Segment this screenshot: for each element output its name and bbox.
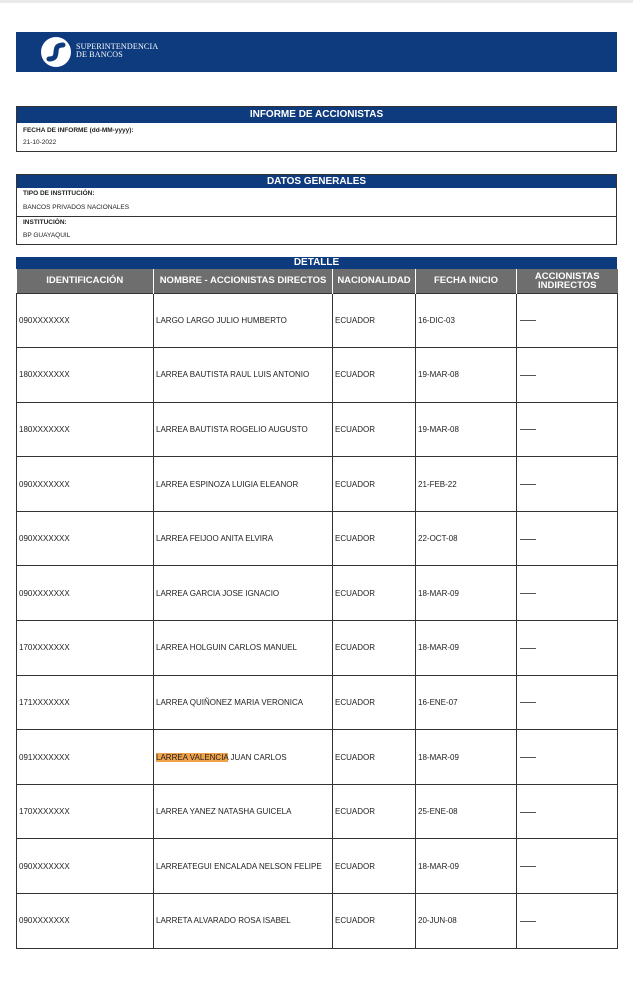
- nombre-text: LARREA BAUTISTA RAUL LUIS ANTONIO: [156, 370, 310, 380]
- nombre-text: JUAN CARLOS: [228, 752, 287, 762]
- informe-title: INFORME DE ACCIONISTAS: [17, 107, 616, 123]
- cell-fecha-inicio: 19-MAR-08: [416, 402, 517, 457]
- cell-identificacion: 180XXXXXXX: [17, 348, 154, 403]
- cell-accionistas-indirectos: [517, 675, 618, 730]
- table-row: [17, 511, 618, 566]
- nombre-text: LARREA YANEZ NATASHA GUICELA: [156, 807, 292, 817]
- empty-value-line: [520, 429, 536, 430]
- cell-identificacion: 171XXXXXXX: [17, 675, 154, 730]
- cell-identificacion: 090XXXXXXX: [17, 566, 154, 621]
- cell-accionistas-indirectos: [517, 566, 618, 621]
- cell-nombre: [154, 621, 333, 676]
- cell-identificacion: 091XXXXXXX: [17, 730, 154, 785]
- header-banner: [16, 32, 617, 72]
- cell-nombre: [154, 730, 333, 785]
- cell-accionistas-indirectos: [517, 730, 618, 785]
- empty-value-line: [520, 648, 536, 649]
- cell-fecha-inicio: 19-MAR-08: [416, 348, 517, 403]
- cell-fecha-inicio: 18-MAR-09: [416, 730, 517, 785]
- institucion-value: BP GUAYAQUIL: [23, 232, 71, 239]
- accionistas-table: [16, 269, 618, 949]
- cell-nombre: [154, 675, 333, 730]
- cell-nombre: [154, 894, 333, 949]
- cell-fecha-inicio: 20-JUN-08: [416, 894, 517, 949]
- table-row: [17, 784, 618, 839]
- cell-nacionalidad: ECUADOR: [333, 511, 416, 566]
- cell-nombre: [154, 293, 333, 348]
- empty-value-line: [520, 921, 536, 922]
- cell-nombre: [154, 566, 333, 621]
- nombre-text: LARREA ESPINOZA LUIGIA ELEANOR: [156, 479, 299, 489]
- table-row: [17, 348, 618, 403]
- cell-nombre: [154, 511, 333, 566]
- superintendencia-logo: [40, 36, 72, 68]
- table-row: [17, 293, 618, 348]
- nombre-text: LARREA BAUTISTA ROGELIO AUGUSTO: [156, 424, 308, 434]
- cell-accionistas-indirectos: [517, 784, 618, 839]
- cell-identificacion: 090XXXXXXX: [17, 293, 154, 348]
- logo-line-2: DE BANCOS: [76, 50, 123, 59]
- nombre-text: LARREA GARCIA JOSE IGNACIO: [156, 588, 280, 598]
- cell-nacionalidad: ECUADOR: [333, 293, 416, 348]
- top-divider: [0, 0, 633, 3]
- cell-fecha-inicio: 16-DIC-03: [416, 293, 517, 348]
- logo-line-1: SUPERINTENDENCIA: [76, 42, 159, 51]
- empty-value-line: [520, 539, 536, 540]
- table-row: [17, 675, 618, 730]
- cell-nacionalidad: ECUADOR: [333, 348, 416, 403]
- cell-nacionalidad: ECUADOR: [333, 621, 416, 676]
- cell-nacionalidad: ECUADOR: [333, 566, 416, 621]
- empty-value-line: [520, 757, 536, 758]
- table-row: [17, 730, 618, 785]
- fecha-informe-value: 21-10-2022: [23, 139, 57, 146]
- cell-fecha-inicio: 21-FEB-22: [416, 457, 517, 512]
- nombre-text: LARREA QUIÑONEZ MARIA VERONICA: [156, 697, 304, 707]
- detalle-section: [16, 257, 617, 949]
- col-header-nombre: NOMBRE - ACCIONISTAS DIRECTOS: [154, 269, 333, 293]
- datos-generales-section: [16, 174, 617, 245]
- cell-accionistas-indirectos: [517, 621, 618, 676]
- col-header-identificacion: IDENTIFICACIÓN: [17, 269, 154, 293]
- empty-value-line: [520, 484, 536, 485]
- cell-fecha-inicio: 18-MAR-09: [416, 566, 517, 621]
- fecha-informe-label: FECHA DE INFORME (dd-MM-yyyy):: [23, 127, 134, 134]
- nombre-text: LARRETA ALVARADO ROSA ISABEL: [156, 916, 291, 926]
- cell-accionistas-indirectos: [517, 402, 618, 457]
- cell-identificacion: 170XXXXXXX: [17, 784, 154, 839]
- col-header-accionistas-indirectos: ACCIONISTAS INDIRECTOS: [517, 269, 618, 293]
- table-row: [17, 839, 618, 894]
- col-header-fecha-inicio: FECHA INICIO: [416, 269, 517, 293]
- empty-value-line: [520, 375, 536, 376]
- cell-identificacion: 170XXXXXXX: [17, 621, 154, 676]
- empty-value-line: [520, 702, 536, 703]
- col-header-nacionalidad: NACIONALIDAD: [333, 269, 416, 293]
- table-row: [17, 621, 618, 676]
- highlighted-text: LARREA VALENCIA: [156, 752, 229, 762]
- cell-accionistas-indirectos: [517, 348, 618, 403]
- cell-nacionalidad: ECUADOR: [333, 784, 416, 839]
- cell-accionistas-indirectos: [517, 839, 618, 894]
- tipo-institucion-value: BANCOS PRIVADOS NACIONALES: [23, 204, 130, 211]
- cell-accionistas-indirectos: [517, 293, 618, 348]
- institucion-label: INSTITUCIÓN:: [17, 216, 616, 230]
- empty-value-line: [520, 812, 536, 813]
- cell-nacionalidad: ECUADOR: [333, 839, 416, 894]
- table-row: [17, 402, 618, 457]
- nombre-text: LARREA FEIJOO ANITA ELVIRA: [156, 534, 274, 544]
- table-row: [17, 894, 618, 949]
- cell-nacionalidad: ECUADOR: [333, 457, 416, 512]
- cell-nombre: [154, 348, 333, 403]
- cell-accionistas-indirectos: [517, 457, 618, 512]
- informe-section: [16, 106, 617, 152]
- cell-nacionalidad: ECUADOR: [333, 730, 416, 785]
- detalle-title: DETALLE: [16, 257, 617, 269]
- cell-nacionalidad: ECUADOR: [333, 402, 416, 457]
- cell-fecha-inicio: 22-OCT-08: [416, 511, 517, 566]
- cell-accionistas-indirectos: [517, 894, 618, 949]
- empty-value-line: [520, 866, 536, 867]
- cell-fecha-inicio: 18-MAR-09: [416, 621, 517, 676]
- nombre-text: LARREA HOLGUIN CARLOS MANUEL: [156, 643, 297, 653]
- cell-identificacion: 090XXXXXXX: [17, 894, 154, 949]
- nombre-text: LARGO LARGO JULIO HUMBERTO: [156, 315, 287, 325]
- nombre-text: LARREATEGUI ENCALADA NELSON FELIPE: [156, 861, 322, 871]
- cell-nombre: [154, 402, 333, 457]
- cell-fecha-inicio: 18-MAR-09: [416, 839, 517, 894]
- cell-fecha-inicio: 25-ENE-08: [416, 784, 517, 839]
- cell-identificacion: 090XXXXXXX: [17, 839, 154, 894]
- cell-identificacion: 180XXXXXXX: [17, 402, 154, 457]
- cell-nacionalidad: ECUADOR: [333, 675, 416, 730]
- tipo-institucion-label: TIPO DE INSTITUCIÓN:: [23, 190, 95, 197]
- cell-identificacion: 090XXXXXXX: [17, 511, 154, 566]
- cell-nombre: [154, 839, 333, 894]
- empty-value-line: [520, 320, 536, 321]
- empty-value-line: [520, 593, 536, 594]
- cell-nombre: [154, 457, 333, 512]
- cell-accionistas-indirectos: [517, 511, 618, 566]
- cell-nombre: [154, 784, 333, 839]
- cell-identificacion: 090XXXXXXX: [17, 457, 154, 512]
- cell-nacionalidad: ECUADOR: [333, 894, 416, 949]
- table-header-row: [17, 269, 618, 293]
- logo-text: [76, 43, 158, 59]
- cell-fecha-inicio: 16-ENE-07: [416, 675, 517, 730]
- datos-generales-title: DATOS GENERALES: [17, 175, 616, 188]
- table-row: [17, 457, 618, 512]
- table-row: [17, 566, 618, 621]
